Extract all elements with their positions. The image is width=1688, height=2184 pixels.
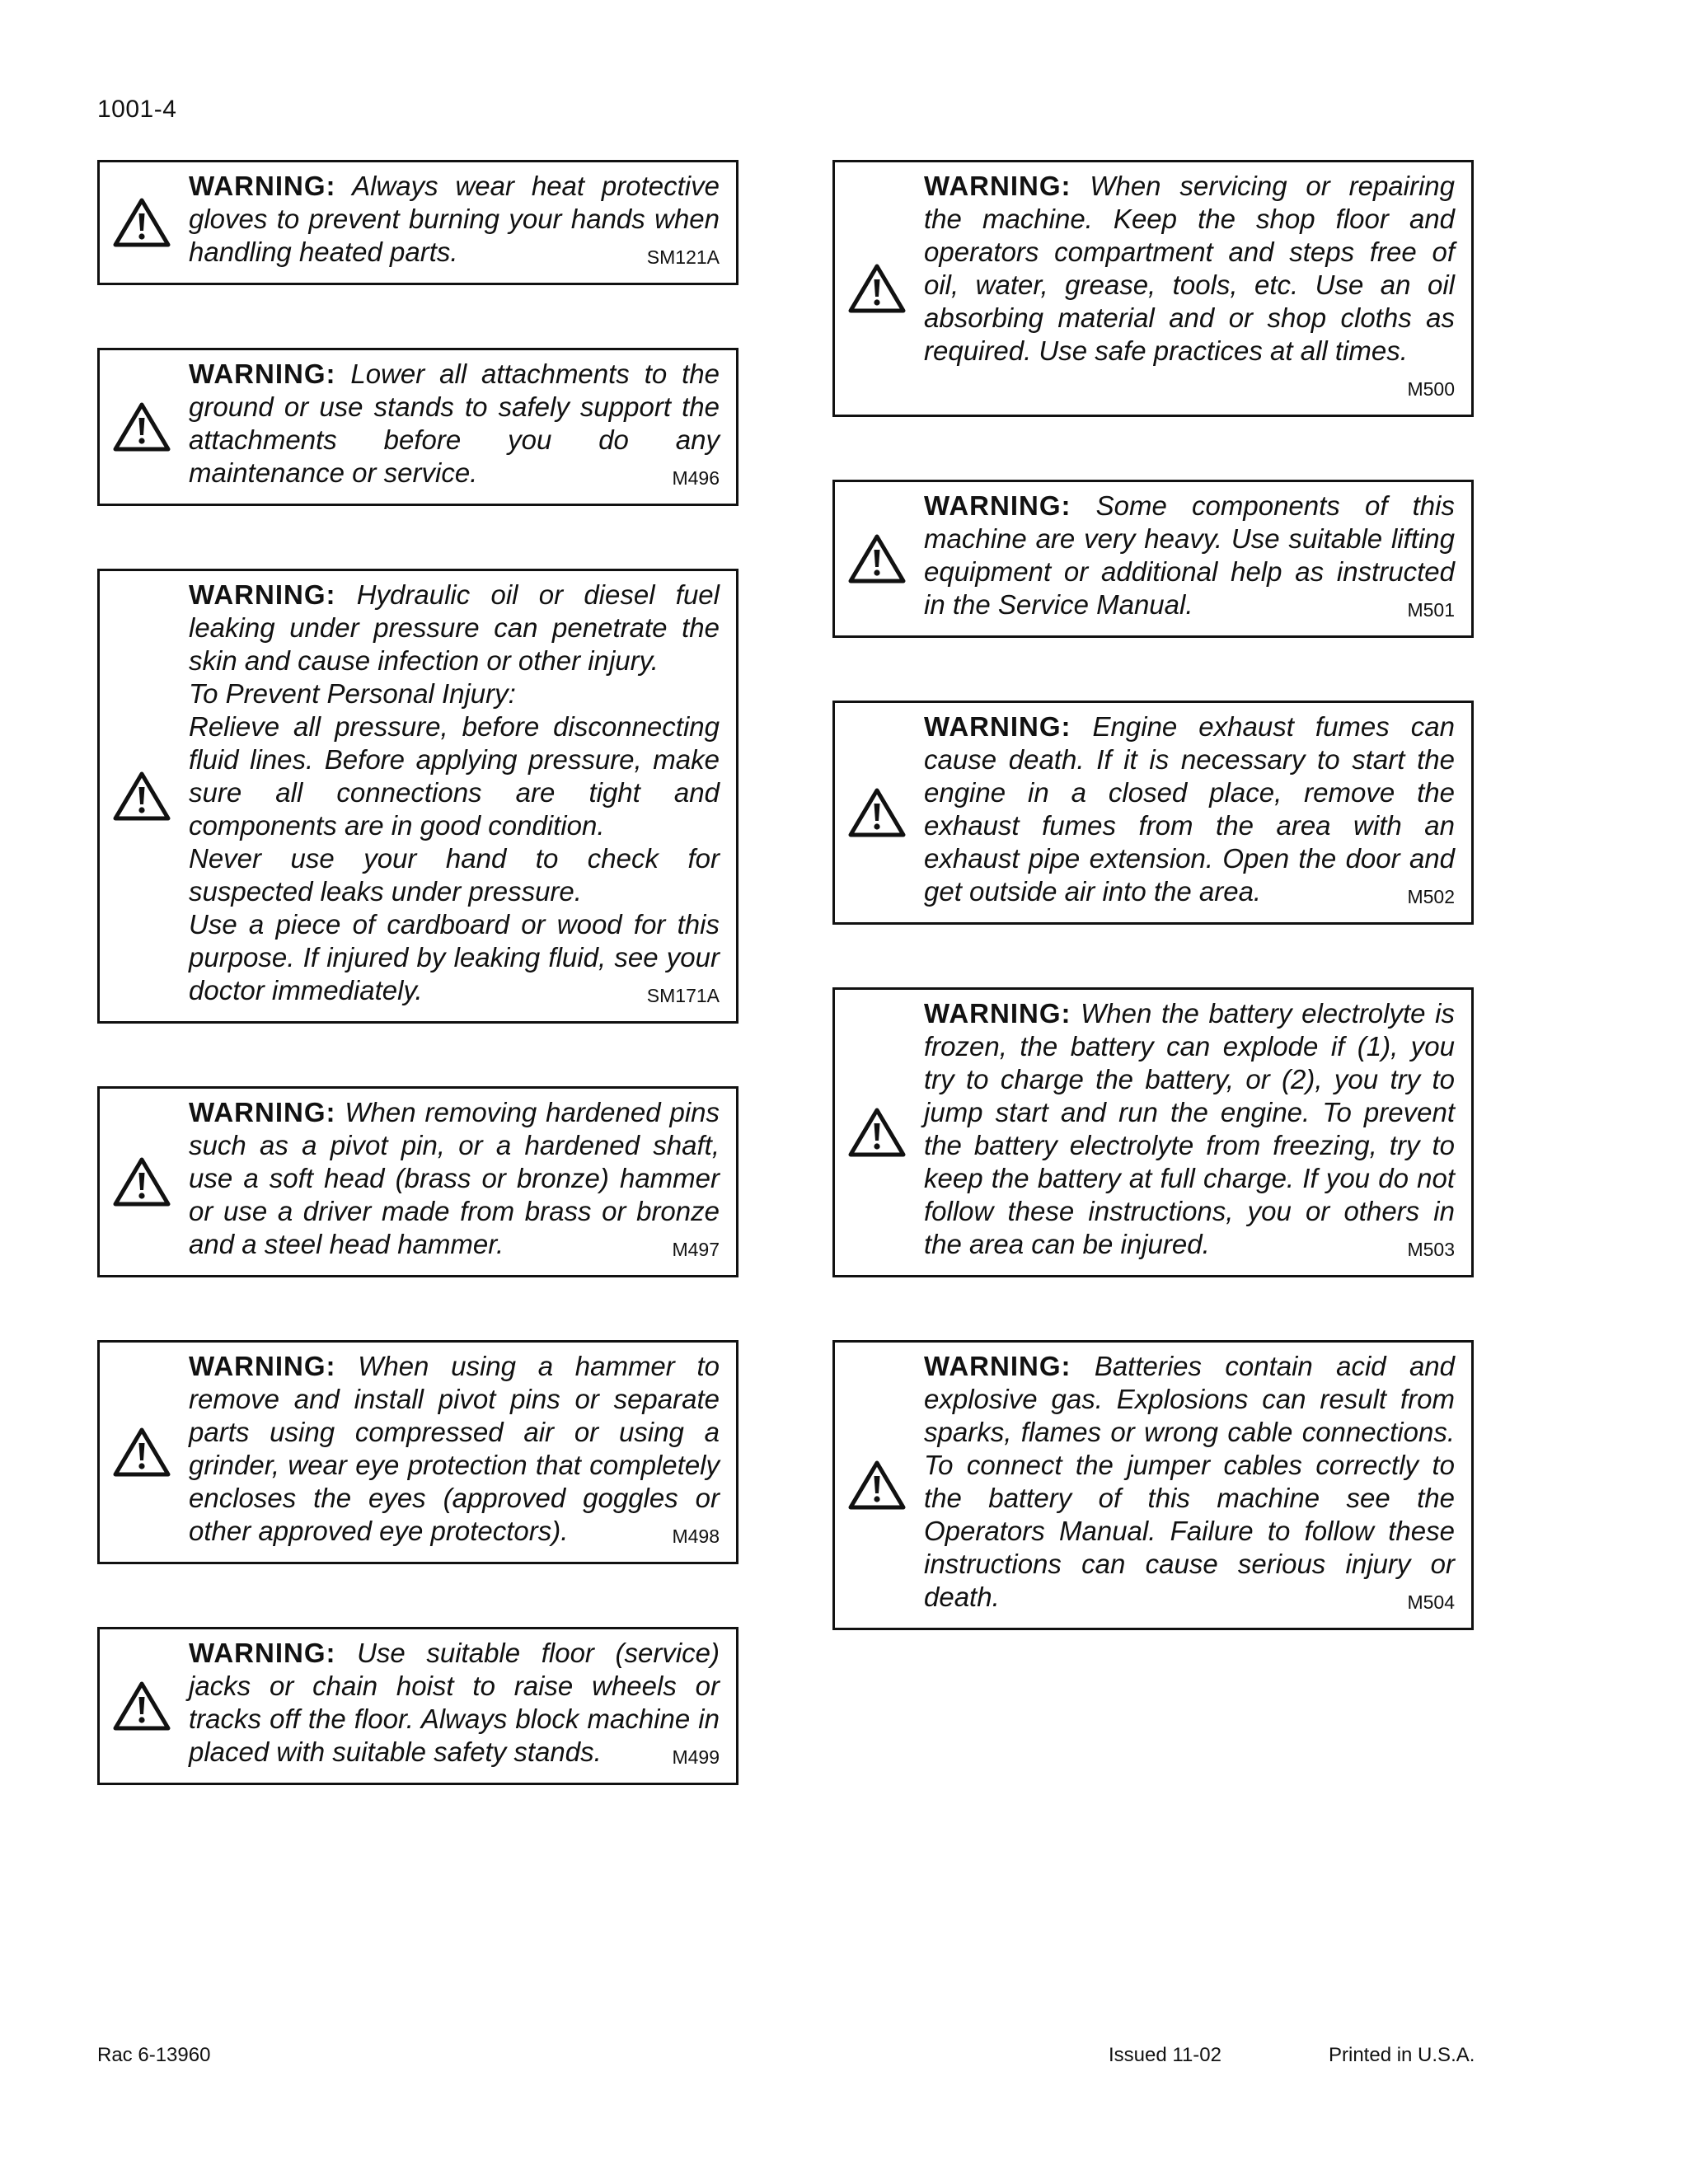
warning-triangle-icon (848, 533, 906, 584)
warning-code: M499 (672, 1746, 720, 1768)
warning-line (189, 677, 720, 710)
warning-text (189, 1637, 720, 1774)
warning-body: Always wear heat protective gloves to prevent burning your hands when handling heated parts. (189, 171, 720, 267)
warning-label: WARNING: (189, 1097, 336, 1127)
warning-triangle-icon (848, 1107, 906, 1158)
warning-box (97, 1627, 738, 1785)
warning-line (189, 358, 720, 494)
warning-body: Hydraulic oil or diesel fuel leaking under pressure can penetrate the skin and cause infection or other injury. (189, 579, 720, 676)
warning-label: WARNING: (189, 1638, 336, 1668)
warning-label: WARNING: (924, 171, 1071, 201)
warning-code: M502 (1407, 886, 1455, 907)
warning-body: When the battery electrolyte is frozen, the battery can explode if (1), you try to charge the battery, or (2), you try to jump start and run the engine. To prevent the battery electrolyte from freezing, try to keep the battery at full charge. If you do not follow these instructions, you or others in the area can be injured. (924, 998, 1456, 1259)
page-number: 1001-4 (97, 96, 177, 123)
warning-text (189, 358, 720, 494)
warning-line (189, 1637, 720, 1774)
warning-code: SM121A (646, 246, 720, 268)
warning-code: M503 (1407, 1239, 1455, 1260)
warning-text (924, 997, 1455, 1266)
warning-code: SM171A (646, 985, 720, 1006)
warning-triangle-icon (113, 1680, 171, 1732)
footer-doc-number: Rac 6-13960 (97, 2044, 211, 2066)
warning-box (832, 701, 1474, 925)
warning-line (924, 1350, 1455, 1619)
warning-label: WARNING: (189, 579, 336, 610)
warning-label: WARNING: (924, 711, 1071, 742)
warning-text (189, 1350, 720, 1553)
warning-line (189, 170, 720, 274)
warning-line (189, 908, 720, 1012)
warning-body: Some components of this machine are very heavy. Use suitable lifting equipment or additional help as instructed in the Service Manual. (924, 490, 1455, 620)
warning-body: Use a piece of cardboard or wood for this purpose. If injured by leaking fluid, see your doctor immediately. (189, 909, 720, 1005)
warning-box (832, 160, 1474, 417)
warning-triangle-icon (113, 197, 171, 248)
warning-body: Use suitable floor (service) jacks or chain hoist to raise wheels or tracks off the floor. Always block machine in placed with suitable safety stands. (189, 1638, 720, 1767)
warning-code: M497 (672, 1239, 720, 1260)
warning-body: Engine exhaust fumes can cause death. If it is necessary to start the engine in a closed place, remove the exhaust fumes from the area with an exhaust pipe extension. Open the door and get outside air into the area. (924, 711, 1455, 907)
warning-body: To Prevent Personal Injury: (189, 678, 516, 709)
footer-issued: Issued 11-02 (1109, 2044, 1221, 2066)
warnings-column-right (832, 160, 1474, 1693)
warning-body: When removing hardened pins such as a pivot pin, or a hardened shaft, use a soft head (brass or bronze) hammer or use a driver made from brass or bronze and a steel head hammer. (189, 1097, 720, 1259)
warning-line (924, 490, 1455, 626)
warning-line (189, 1350, 720, 1553)
warning-text (189, 170, 720, 274)
warning-label: WARNING: (189, 1351, 336, 1381)
warning-body: When servicing or repairing the machine. Keep the shop floor and operators compartment and steps free of oil, water, grease, tools, etc. Use an oil absorbing material and or shop cloths as required. Use safe practices at all times. (924, 171, 1456, 366)
warning-code: M500 (1407, 378, 1455, 400)
warning-triangle-icon (113, 771, 171, 822)
warning-line (924, 710, 1455, 913)
warning-label: WARNING: (924, 998, 1071, 1029)
warning-body: When using a hammer to remove and install pivot pins or separate parts using compressed air or using a grinder, wear eye protection that completely encloses the eyes (approved goggles or other approved eye protectors). (189, 1351, 720, 1546)
warning-line (189, 710, 720, 842)
warning-triangle-icon (848, 1460, 906, 1511)
warning-line (924, 997, 1455, 1266)
warning-body: Relieve all pressure, before disconnecting fluid lines. Before applying pressure, make sure all connections are tight and components are in good condition. (189, 711, 720, 841)
warning-triangle-icon (113, 1156, 171, 1207)
warning-box (97, 1086, 738, 1277)
warning-box (97, 569, 738, 1024)
warning-text (924, 1350, 1455, 1619)
warning-line (189, 842, 720, 908)
warning-box (832, 480, 1474, 638)
warning-box (97, 348, 738, 506)
warning-triangle-icon (113, 401, 171, 452)
warning-label: WARNING: (189, 171, 336, 201)
warning-label: WARNING: (189, 359, 336, 389)
warning-code: M496 (672, 467, 720, 489)
warning-text (189, 579, 720, 1012)
warning-line (924, 170, 1455, 405)
warning-box (832, 987, 1474, 1277)
warning-text (924, 490, 1455, 626)
warning-body: Batteries contain acid and explosive gas. Explosions can result from sparks, flames or wrong cable connections. To connect the jumper cables correctly to the battery of this machine see the Operators Manual. Failure to follow these instructions can cause serious injury or death. (924, 1351, 1455, 1612)
warning-box (97, 1340, 738, 1564)
footer-printed: Printed in U.S.A. (1329, 2044, 1475, 2066)
warning-text (924, 710, 1455, 913)
warning-triangle-icon (113, 1427, 171, 1478)
warning-code: M501 (1407, 599, 1455, 621)
warning-body: Never use your hand to check for suspected leaks under pressure. (189, 843, 720, 907)
warnings-column-left (97, 160, 738, 1848)
warning-label: WARNING: (924, 490, 1071, 521)
warning-box (832, 1340, 1474, 1630)
warning-code: M498 (672, 1526, 720, 1547)
warning-text (189, 1096, 720, 1266)
warning-code: M504 (1407, 1591, 1455, 1613)
warning-triangle-icon (848, 787, 906, 838)
warning-box (97, 160, 738, 285)
warning-line (189, 579, 720, 677)
warning-label: WARNING: (924, 1351, 1071, 1381)
warning-body: Lower all attachments to the ground or use stands to safely support the attachments before you do any maintenance or service. (189, 359, 720, 488)
warning-triangle-icon (848, 263, 906, 314)
warning-text (924, 170, 1455, 405)
warning-line (189, 1096, 720, 1266)
